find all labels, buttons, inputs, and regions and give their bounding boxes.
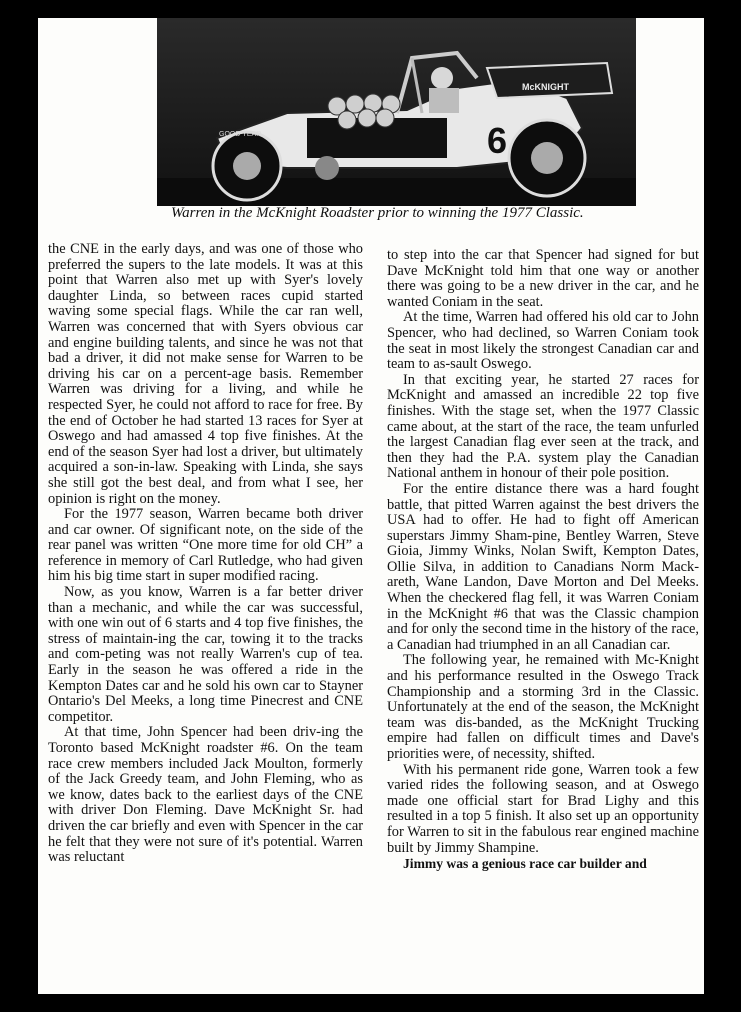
article-page: [38, 18, 704, 994]
race-car-image: [157, 18, 636, 206]
photo-caption: Warren in the McKnight Roadster prior to winning the 1977 Classic.: [171, 205, 584, 221]
race-car-photo: [157, 18, 636, 206]
paragraph: At that time, John Spencer had been driv-ing the Toronto based McKnight roadster #6. On the team race crew members included Jack Moulton, formerly of the Jack Greedy team, and John Fleming, who as we know, dates back to the earliest days of the CNE with driver Don Fleming. Dave McKnight Sr. had driven the car briefly and even with Spencer in the car he felt that they were not sure of it's potential. Warren was reluctant: [48, 724, 363, 866]
paragraph: In that exciting year, he started 27 races for McKnight and amassed an incredible 22 top five finishes. With the stage set, when the 1977 Classic came about, at the start of the race, the team unfurled the largest Canadian flag ever seen at the track, and then they had the P.A. system play the Canadian National anthem in honour of their pole position.: [387, 371, 699, 482]
paragraph: For the 1977 season, Warren became both driver and car owner. Of significant note, on the side of the rear panel was written “One more time for old CH” a reference in memory of Carl Rutledge, who had given him his big time start in super modified racing.: [48, 506, 363, 585]
car-number-text: 6: [487, 120, 508, 161]
paragraph: Jimmy was a genious race car builder and: [403, 856, 647, 872]
paragraph: The following year, he remained with Mc-Knight and his performance resulted in the Oswego Track Championship and a storming 3rd in the Classic. Unfortunately at the end of the season, the McKnight team was dis-banded, as the McKnight Trucking empire had fallen on difficult times and Dave's priorities were, of necessity, shifted.: [387, 652, 699, 762]
tire-text: GOOD YEAR: [219, 131, 262, 138]
right-column: [387, 248, 699, 872]
paragraph: At the time, Warren had offered his old car to John Spencer, who had declined, so Warren Coniam took the seat in most likely the strongest Canadian car and team to as-sault Oswego.: [387, 309, 699, 373]
paragraph: With his permanent ride gone, Warren took a few varied rides the following season, and at Oswego made one official start for Brad Lighy and this resulted in a top 5 finish. It also set up an opportunity for Warren to sit in the fabulous rear engined machine built by Jimmy Shampine.: [387, 761, 699, 856]
paragraph: to step into the car that Spencer had signed for but Dave McKnight told him that one way or another there was going to be a new driver in the car, and he wanted Coniam in the seat.: [387, 247, 699, 310]
left-column: [48, 242, 363, 866]
paragraph: the CNE in the early days, and was one of those who preferred the supers to the late models. It was at this point that Warren also met up with Syer's lovely daughter Linda, so between races cupid started waving some special flags. While the car ran well, Warren was concerned that with Syers obvious car and engine building talents, and since he was not that bad a driver, it did not make sense for Warren to be driving his car on a percent-age basis. Remember Warren was driving for a living, and while he respected Syer, he could not afford to race for free. By the end of October he had started 13 races for Syer at Oswego and had amassed 4 top five finishes. At the end of the season Syer had lost a driver, but ultimately acquired a son-in-law. Speaking with Linda, she says she still got the best deal, and from what I see, her opinion is right on the money.: [48, 241, 363, 507]
paragraph: For the entire distance there was a hard fought battle, that pitted Warren against the best drivers the USA had to offer. He had to fight off American superstars Jimmy Sham-pine, Bentley Warren, Steve Gioia, Jimmy Winks, Nolan Swift, Kempton Dates, Ollie Silva, in addition to Canadians Norm Mack-areth, Wane Landon, Dave Morton and Del Meeks. When the checkered flag fell, it was Warren Coniam in the McKnight #6 that was the Classic champion and for only the second time in the history of the race, a Canadian had triumphed in an all Canadian car.: [387, 480, 699, 653]
sponsor-text: McKNIGHT: [522, 82, 569, 92]
paragraph: Now, as you know, Warren is a far better driver than a mechanic, and while the car was successful, with one win out of 6 starts and 4 top five finishes, the stress of maintain-ing the car, towing it to the tracks and com-peting was not really Warren's cup of tea. Early in the season he was offered a ride in the Kempton Dates car and he sold his own car to Stayner Ontario's Del Meeks, a long time Pinecrest and CNE competitor.: [48, 584, 363, 725]
